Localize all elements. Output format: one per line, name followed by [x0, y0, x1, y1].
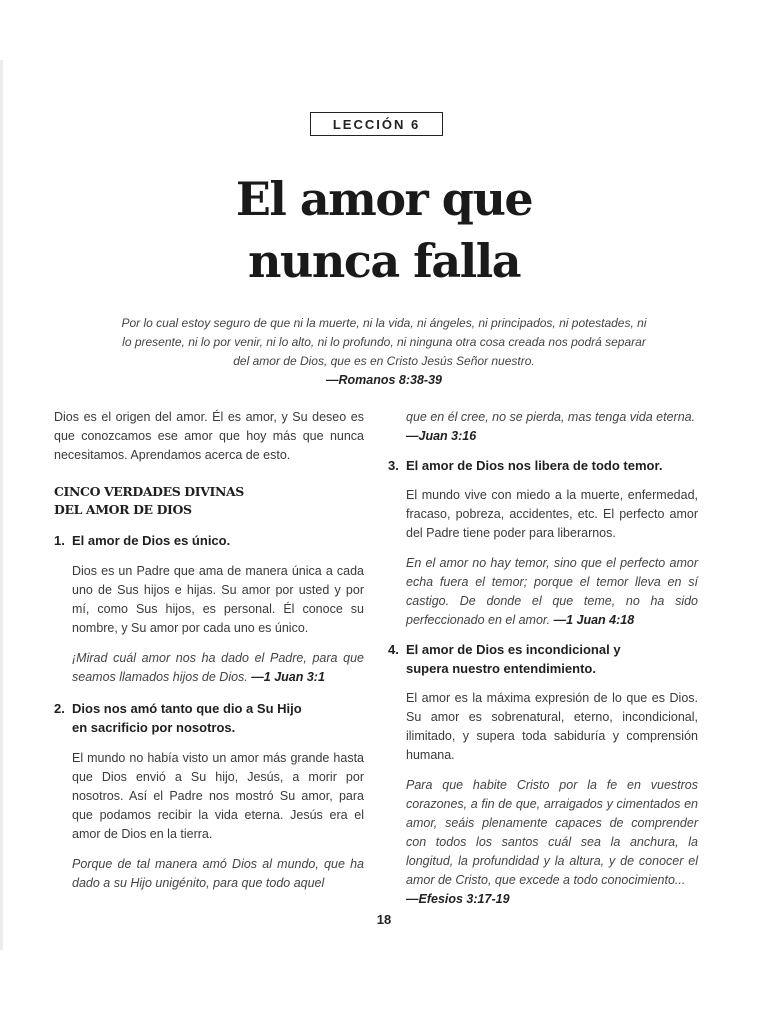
item-1-title — [54, 531, 364, 550]
section-heading — [54, 483, 364, 519]
item-4-title-text — [406, 640, 621, 678]
epigraph-text: Por lo cual estoy seguro de que ni la muerte, ni la vida, ni ángeles, ni principados, ni potestades, ni lo presente, ni lo por venir, ni lo alto, ni lo profundo, ni ninguna otra cosa creada nos podrá separar del amor de Dios, que es en Cristo Jesús Señor nuestro. — [121, 316, 647, 368]
item-2-body: El mundo no había visto un amor más grande hasta que Dios envió a Su hijo, Jesús, a morir por nosotros. Así el Padre nos mostró Su amor, para que podamos recibir la vida eterna. Jesús era el amor de Dios en la tierra. — [72, 751, 364, 841]
item-2-title-text — [72, 699, 302, 737]
title-line-1: El amor que — [235, 172, 533, 226]
item-3-title — [388, 456, 698, 475]
item-3-number: 3. — [388, 458, 399, 473]
item-4-body: El amor es la máxima expresión de lo que es Dios. Su amor es sobrenatural, eterno, incondicional, ilimitado, y supera toda sabiduría y comprensión humana. — [406, 691, 698, 762]
section-heading-line-1: CINCO VERDADES DIVINAS — [54, 484, 244, 499]
item-1-reference: —1 Juan 3:1 — [251, 670, 325, 684]
item-3-quote-text: En el amor no hay temor, sino que el perfecto amor echa fuera el temor; porque el temor lleva en sí castigo. De donde el que teme, no ha sido perfeccionado en el amor. — [406, 556, 698, 627]
left-column — [54, 408, 364, 893]
item-4-title — [388, 640, 698, 678]
title-line-2: nunca falla — [247, 234, 520, 288]
item-1-number: 1. — [54, 533, 65, 548]
item-4-quote-text: Para que habite Cristo por la fe en vuestros corazones, a fin de que, arraigados y cimentados en amor, seáis plenamente capaces de comprender con todos los santos cuál sea la anchura, la longitud, la profundidad y la altura, y de conocer el amor de Cristo, que excede a todo conocimiento... — [406, 778, 698, 887]
item-2-reference: —Juan 3:16 — [406, 429, 477, 443]
right-column — [388, 408, 698, 909]
item-2-title-line-2: en sacrificio por nosotros. — [72, 720, 236, 735]
item-4-number: 4. — [388, 642, 399, 657]
item-2-number: 2. — [54, 701, 65, 716]
item-3-reference: —1 Juan 4:18 — [553, 613, 635, 627]
item-2-title — [54, 699, 364, 737]
item-4-reference: —Efesios 3:17-19 — [406, 892, 510, 906]
page-number: 18 — [376, 912, 392, 927]
section-heading-line-2: DEL AMOR DE DIOS — [54, 502, 192, 517]
item-4-title-line-1: El amor de Dios es incondicional y — [406, 642, 621, 657]
item-4-title-line-2: supera nuestro entendimiento. — [406, 661, 596, 676]
intro-paragraph: Dios es el origen del amor. Él es amor, y Su deseo es que conozcamos ese amor que hoy más que nunca necesitamos. Aprendamos acerca de esto. — [54, 410, 364, 462]
lesson-label-box: LECCIÓN 6 — [310, 112, 443, 136]
item-2-title-line-1: Dios nos amó tanto que dio a Su Hijo — [72, 701, 302, 716]
item-3-title-text: El amor de Dios nos libera de todo temor. — [406, 458, 663, 473]
epigraph — [120, 314, 648, 390]
item-1-body: Dios es un Padre que ama de manera única a cada uno de Sus hijos e hijas. Su amor por usted y por mí, como Sus hijos, es personal. Él conoce su nombre, y Su amor por cada uno es único. — [72, 564, 364, 635]
page-title — [0, 168, 768, 292]
item-1-quote — [72, 649, 364, 687]
item-3-quote — [406, 554, 698, 630]
epigraph-reference: —Romanos 8:38-39 — [325, 373, 442, 387]
item-1-quote-text: ¡Mirad cuál amor nos ha dado el Padre, para que seamos llamados hijos de Dios. — [72, 651, 364, 684]
item-2-quote-continued — [406, 408, 698, 446]
item-3-body: El mundo vive con miedo a la muerte, enfermedad, fracaso, pobreza, accidentes, etc. El perfecto amor del Padre tiene poder para liberarnos. — [406, 488, 698, 540]
item-2-quote-cont-text: que en él cree, no se pierda, mas tenga vida eterna. — [406, 410, 696, 424]
item-1-title-text: El amor de Dios es único. — [72, 533, 231, 548]
item-4-quote — [406, 776, 698, 909]
item-2-quote: Porque de tal manera amó Dios al mundo, que ha dado a su Hijo unigénito, para que todo aquel — [72, 857, 364, 890]
